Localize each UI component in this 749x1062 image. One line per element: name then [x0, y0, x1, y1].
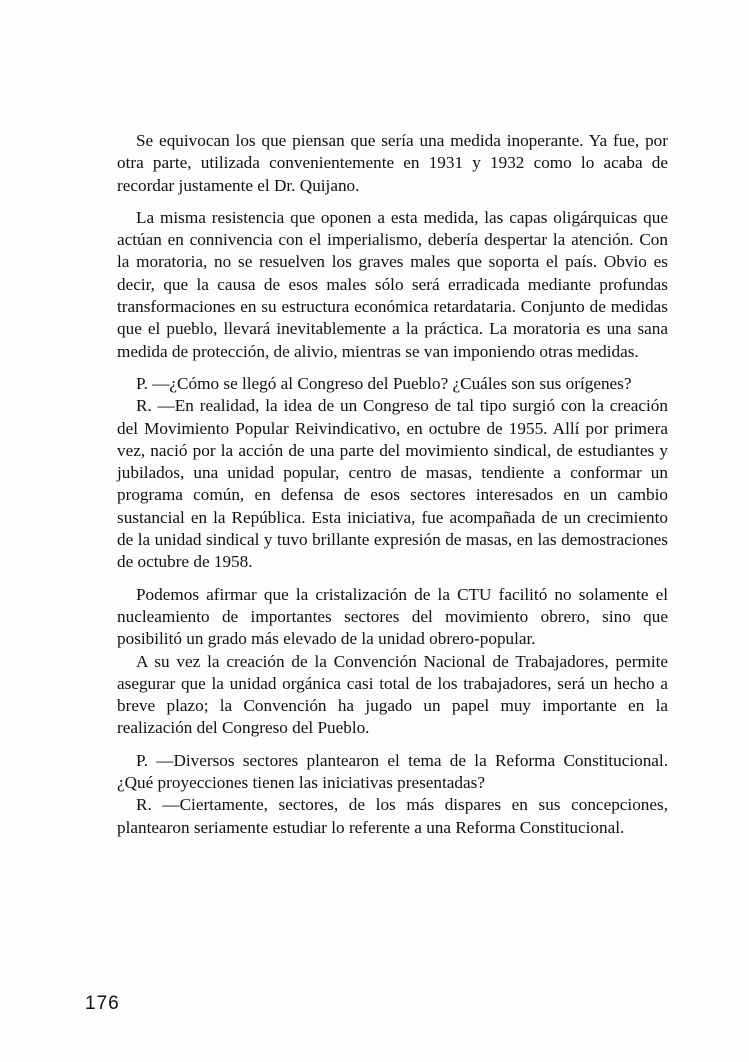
- paragraph-5: Podemos afirmar que la cristalización de la CTU facilitó no solamente el nucleamiento de importantes sectores del movimiento obrero, sino que posibilitó un grado más elevado de la unidad obrero-popular.: [117, 584, 668, 649]
- body-text: [117, 130, 668, 839]
- answer-1: R. —En realidad, la idea de un Congreso de tal tipo surgió con la creación del Movimiento Popular Reivindicativo, en octubre de 1955. Allí por primera vez, nació por la acción de una parte del movimiento sindical, de estudiantes y jubilados, una unidad popular, centro de masas, tendiente a conformar un programa común, en defensa de esos sectores interesados en un cambio sustancial en la República. Esta iniciativa, fue acompañada de un crecimiento de la unidad sindical y tuvo brillante expresión de masas, en las demostraciones de octubre de 1958.: [117, 396, 668, 572]
- paragraph-6: A su vez la creación de la Convención Nacional de Trabajadores, permite asegurar que la unidad orgánica casi total de los trabajadores, será un hecho a breve plazo; la Convención ha jugado un papel muy importante en la realización del Congreso del Pueblo.: [117, 651, 668, 738]
- paragraph-1: Se equivocan los que piensan que sería una medida inoperante. Ya fue, por otra parte, utilizada convenientemente en 1931 y 1932 como lo acaba de recordar justamente el Dr. Quijano.: [117, 131, 668, 195]
- question-2: P. —Diversos sectores plantearon el tema de la Reforma Constitucional. ¿Qué proyecciones tienen las iniciativas presentadas?: [117, 750, 668, 793]
- answer-2: R. —Ciertamente, sectores, de los más dispares en sus concepciones, plantearon seriamente estudiar lo referente a una Reforma Constitucional.: [117, 795, 668, 837]
- paragraph-2: La misma resistencia que oponen a esta medida, las capas oligárquicas que actúan en connivencia con el imperialismo, debería despertar la atención. Con la moratoria, no se resuelven los graves males que soporta el país. Obvio es decir, que la causa de esos males sólo será erradicada mediante profundas transformaciones en su estructura económica retardataria. Conjunto de medidas que el pueblo, llevará inevitablemente a la práctica. La moratoria es una sana medida de protección, de alivio, mientras se van imponiendo otras medidas.: [117, 207, 668, 361]
- page-number: 176: [85, 993, 120, 1014]
- question-1: P. —¿Cómo se llegó al Congreso del Pueblo? ¿Cuáles son sus orígenes?: [136, 373, 632, 393]
